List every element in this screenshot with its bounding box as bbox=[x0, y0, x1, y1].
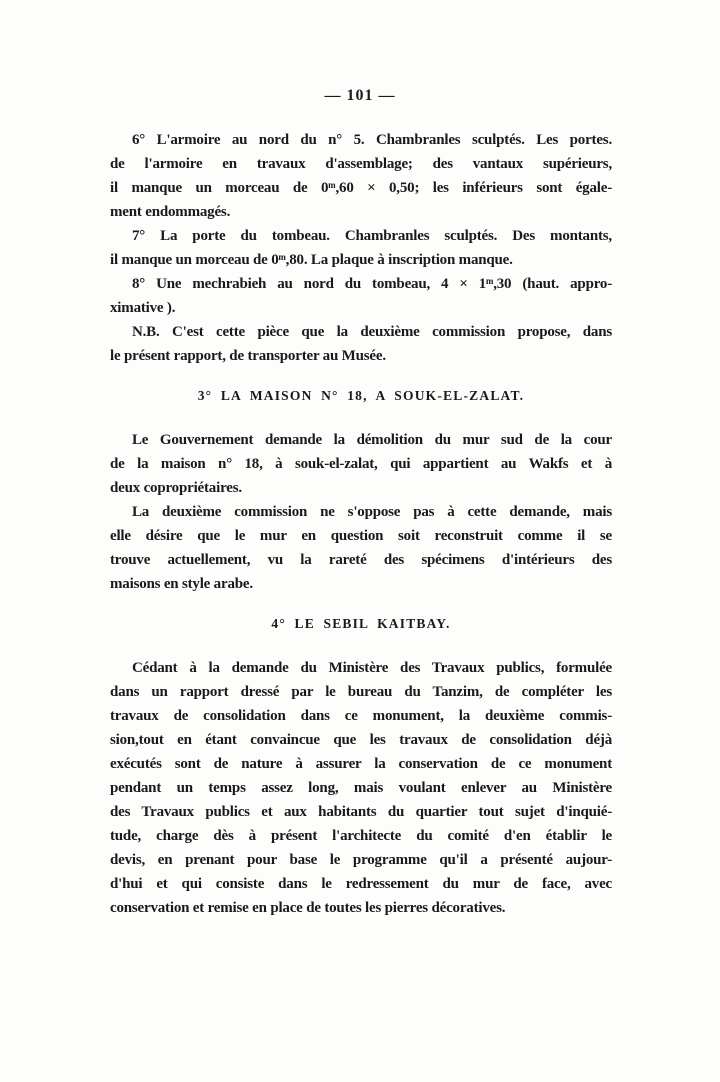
text-line: conservation et remise en place de toutes les pierres décoratives. bbox=[110, 900, 506, 916]
text-line: Le Gouvernement demande la démolition du mur sud de la cour bbox=[132, 432, 612, 448]
paragraph bbox=[110, 224, 612, 272]
text-line: maisons en style arabe. bbox=[110, 576, 253, 592]
text-line: tude, charge dès à présent l'architecte du comité d'en établir le bbox=[110, 828, 612, 844]
text-blocks bbox=[110, 128, 612, 920]
text-line: devis, en prenant pour base le programme qu'il a présenté aujour- bbox=[110, 852, 612, 868]
text-line: de la maison n° 18, à souk-el-zalat, qui appartient au Wakfs et à bbox=[110, 456, 612, 472]
paragraph bbox=[110, 320, 612, 368]
text-line: elle désire que le mur en question soit reconstruit comme il se bbox=[110, 528, 612, 544]
text-line: il manque un morceau de 0ᵐ,80. La plaque à inscription manque. bbox=[110, 252, 513, 268]
text-line: 8° Une mechrabieh au nord du tombeau, 4 × 1ᵐ,30 (haut. appro- bbox=[132, 276, 612, 292]
text-line: La deuxième commission ne s'oppose pas à cette demande, mais bbox=[132, 504, 612, 520]
text-line: d'hui et qui consiste dans le redressement du mur de face, avec bbox=[110, 876, 612, 892]
section-heading: 3° LA MAISON N° 18, A SOUK-EL-ZALAT. bbox=[197, 388, 525, 403]
paragraph bbox=[110, 656, 612, 920]
text-line: ximative ). bbox=[110, 300, 176, 316]
text-line: deux copropriétaires. bbox=[110, 480, 242, 496]
text-line: exécutés sont de nature à assurer la conservation de ce monument bbox=[110, 756, 612, 772]
section-heading: 4° LE SEBIL KAITBAY. bbox=[271, 616, 451, 631]
paragraph bbox=[110, 272, 612, 320]
text-line: de l'armoire en travaux d'assemblage; des vantaux supérieurs, bbox=[110, 156, 612, 172]
text-line: sion,tout en étant convaincue que les travaux de consolidation déjà bbox=[110, 732, 612, 748]
text-line: trouve actuellement, vu la rareté des spécimens d'intérieurs des bbox=[110, 552, 612, 568]
text-line: le présent rapport, de transporter au Musée. bbox=[110, 348, 386, 364]
text-line: ment endommagés. bbox=[110, 204, 231, 220]
text-line: N.B. C'est cette pièce que la deuxième commission propose, dans bbox=[132, 324, 612, 340]
page-number: — 101 — bbox=[324, 87, 396, 104]
text-line: 7° La porte du tombeau. Chambranles sculptés. Des montants, bbox=[132, 228, 612, 244]
paragraph bbox=[110, 428, 612, 500]
text-line: 6° L'armoire au nord du n° 5. Chambranles sculptés. Les portes. bbox=[132, 132, 612, 148]
paragraph bbox=[110, 128, 612, 224]
text-line: travaux de consolidation dans ce monument, la deuxième commis- bbox=[110, 708, 612, 724]
paragraph bbox=[110, 500, 612, 596]
text-line: pendant un temps assez long, mais voulant enlever au Ministère bbox=[110, 780, 612, 796]
text-line: il manque un morceau de 0ᵐ,60 × 0,50; les inférieurs sont égale- bbox=[110, 180, 612, 196]
text-line: des Travaux publics et aux habitants du quartier tout sujet d'inquié- bbox=[110, 804, 612, 820]
text-line: dans un rapport dressé par le bureau du Tanzim, de compléter les bbox=[110, 684, 612, 700]
text-line: Cédant à la demande du Ministère des Travaux publics, formulée bbox=[132, 660, 612, 676]
